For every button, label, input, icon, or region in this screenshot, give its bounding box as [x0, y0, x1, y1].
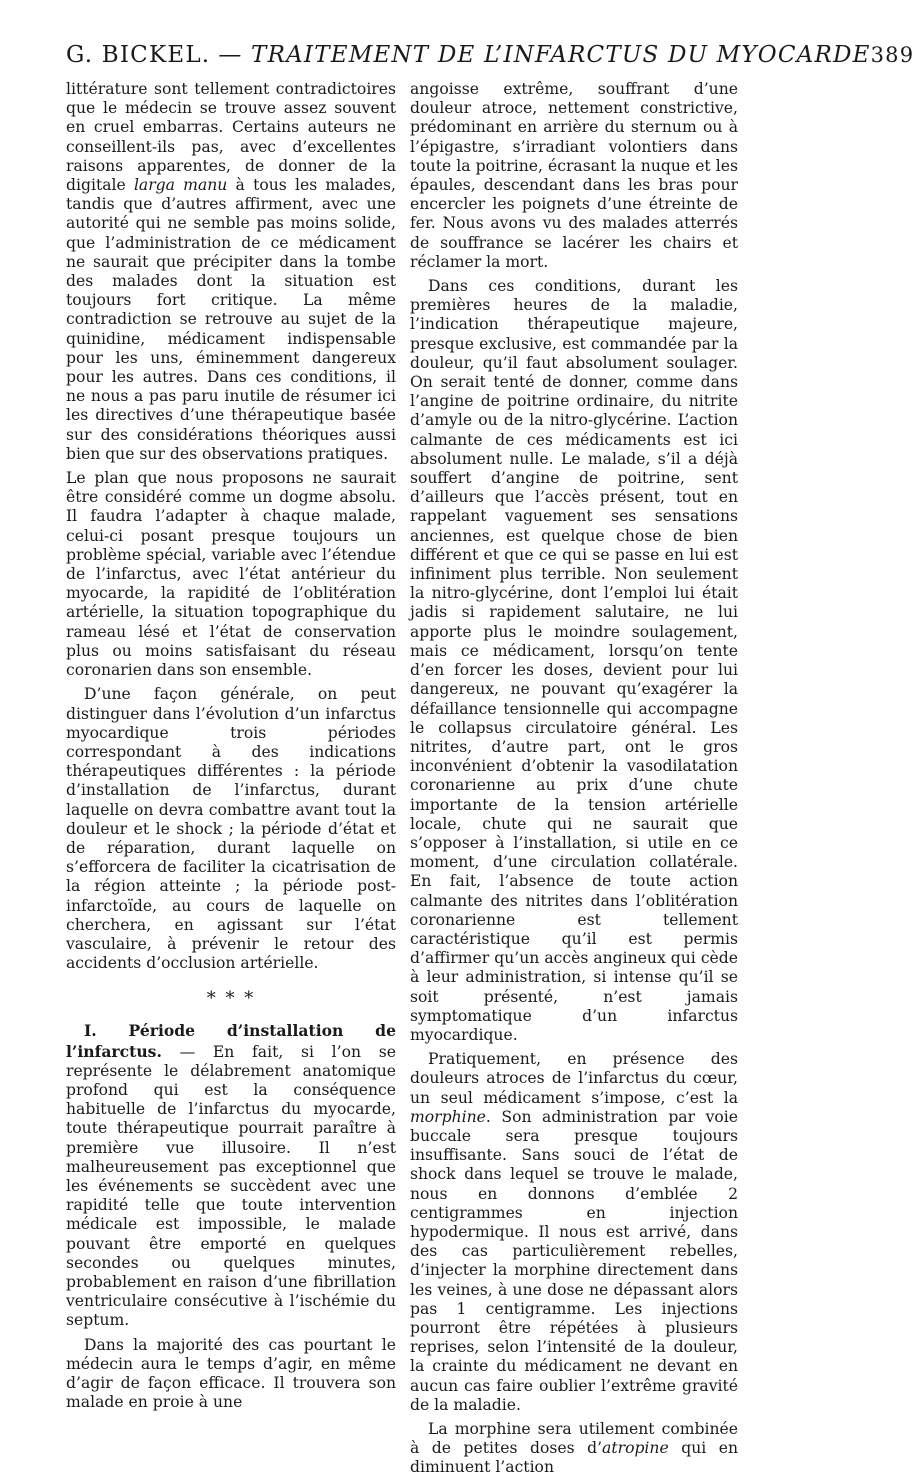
right-column [410, 80, 738, 1478]
paragraph: littérature sont tellement contradictoires que le médecin se trouve assez souvent en cruel embarras. Certains auteurs ne conseillent-ils pas, avec d’excellentes raisons apparentes, de donner de la digitale larga manu à tous les malades, tandis que d’autres affirment, avec une autorité qui ne semble pas moins solide, que l’administration de ce médicament ne saurait que précipiter dans la tombe des malades dont la situation est toujours fort critique. La même contradiction se retrouve au sujet de la quinidine, médicament indispensable pour les uns, éminemment dangereux pour les autres. Dans ces conditions, il ne nous a pas paru inutile de résumer ici les directives d’une thérapeutique basée sur des considérations théoriques aussi bien que sur des observations pratiques. [66, 80, 396, 463]
page-number: 389 [870, 43, 914, 67]
paragraph: Pratiquement, en présence des douleurs atroces de l’infarctus du cœur, un seul médicament s’impose, c’est la morphine. Son administration par voie buccale sera presque toujours insuffisante. Sans souci de l’état de shock dans lequel se trouve le malade, nous en donnons d’emblée 2 centigrammes en injection hypodermique. Il nous est arrivé, dans des cas particulièrement rebelles, d’injecter la morphine directement dans les veines, à une dose ne dépassant alors pas 1 centigramme. Les injections pourront être répétées à plusieurs reprises, selon l’intensité de la douleur, la crainte du médicament ne devant en aucun cas faire oublier l’extrême gravité de la maladie. [410, 1050, 738, 1414]
paragraph: Dans ces conditions, durant les premières heures de la maladie, l’indication thérapeutique majeure, presque exclusive, est commandée par la douleur, qu’il faut absolument soulager. On serait tenté de donner, comme dans l’angine de poitrine ordinaire, du nitrite d’amyle ou de la nitro-glycérine. L’action calmante de ces médicaments est ici absolument nulle. Le malade, s’il a déjà souffert d’angine de poitrine, sent d’ailleurs que l’accès présent, tout en rappelant vaguement ses sensations anciennes, est quelque chose de bien différent et que ce qui se passe en lui est infiniment plus terrible. Non seulement la nitro-glycérine, dont l’emploi lui était jadis si rapidement salutaire, ne lui apporte plus le moindre soulagement, mais ce médicament, lorsqu’on tente d’en forcer les doses, devient pour lui dangereux, ne pouvant qu’exagérer la défaillance tensionnelle qui accompagne le collapsus circulatoire général. Les nitrites, d’autre part, ont le gros inconvénient d’obtenir la vasodilatation coronarienne au prix d’une chute importante de la tension artérielle locale, chute qui ne saurait que s’opposer à l’installation, si utile en ce moment, d’une circulation collatérale. En fait, l’absence de toute action calmante des nitrites dans l’oblitération coronarienne est tellement caractéristique qu’il est permis d’affirmer qu’un accès angineux qui cède à leur administration, si intense qu’il se soit présenté, n’est jamais symptomatique d’un infarctus myocardique. [410, 277, 738, 1044]
paragraph: D’une façon générale, on peut distinguer dans l’évolution d’un infarctus myocardique trois périodes correspondant à des indications thérapeutiques différentes : la période d’installation de l’infarctus, durant laquelle on devra combattre avant tout la douleur et le shock ; la période d’état et de réparation, durant laquelle on s’efforcera de faciliter la cicatrisation de la région atteinte ; la période post-infarctoïde, au cours de laquelle on cherchera, en agissant sur l’état vasculaire, à prévenir le retour des accidents d’occlusion artérielle. [66, 685, 396, 973]
section-title: I. Période d’installation de l’infarctus. [66, 1021, 396, 1061]
section-paragraph: I. Période d’installation de l’infarctus. — En fait, si l’on se représente le délabrement anatomique profond qui est la conséquence habituelle de l’infarctus du myocarde, toute thérapeutique pourrait paraître à première vue illusoire. Il n’est malheureusement pas exceptionnel que les événements se succèdent avec une rapidité telle que toute intervention médicale est impossible, le malade pouvant être emporté en quelques secondes ou quelques minutes, probablement en raison d’une fibrillation ventriculaire consécutive à l’ischémie du septum. [66, 1021, 396, 1330]
paragraph: La morphine sera utilement combinée à de petites doses d’atropine qui en diminuent l’action [410, 1420, 738, 1477]
running-header [66, 42, 914, 76]
section-separator: * * * [206, 988, 256, 1010]
paragraph: angoisse extrême, souffrant d’une douleur atroce, nettement constrictive, prédominant en arrière du sternum ou à l’épigastre, s’irradiant volontiers dans toute la poitrine, écrasant la nuque et les épaules, descendant dans les bras pour encercler les poignets d’une étreinte de fer. Nous avons vu des malades atterrés de souffrance se lacérer les chairs et réclamer la mort. [410, 80, 738, 271]
header-author: G. BICKEL. [66, 42, 211, 68]
paragraph: Dans la majorité des cas pourtant le médecin aura le temps d’agir, en même d’agir de façon efficace. Il trouvera son malade en proie à une [66, 1335, 396, 1412]
header-title: — TRAITEMENT DE L’INFARCTUS DU MYOCARDE [218, 42, 871, 68]
paragraph: Le plan que nous proposons ne saurait être considéré comme un dogme absolu. Il faudra l’adapter à chaque malade, celui-ci posant presque toujours un problème spécial, variable avec l’étendue de l’infarctus, avec l’état antérieur du myocarde, la rapidité de l’oblitération artérielle, la situation topographique du rameau lésé et l’état de conservation plus ou moins satisfaisant du réseau coronarien dans son ensemble. [66, 469, 396, 680]
left-column [66, 80, 396, 1412]
